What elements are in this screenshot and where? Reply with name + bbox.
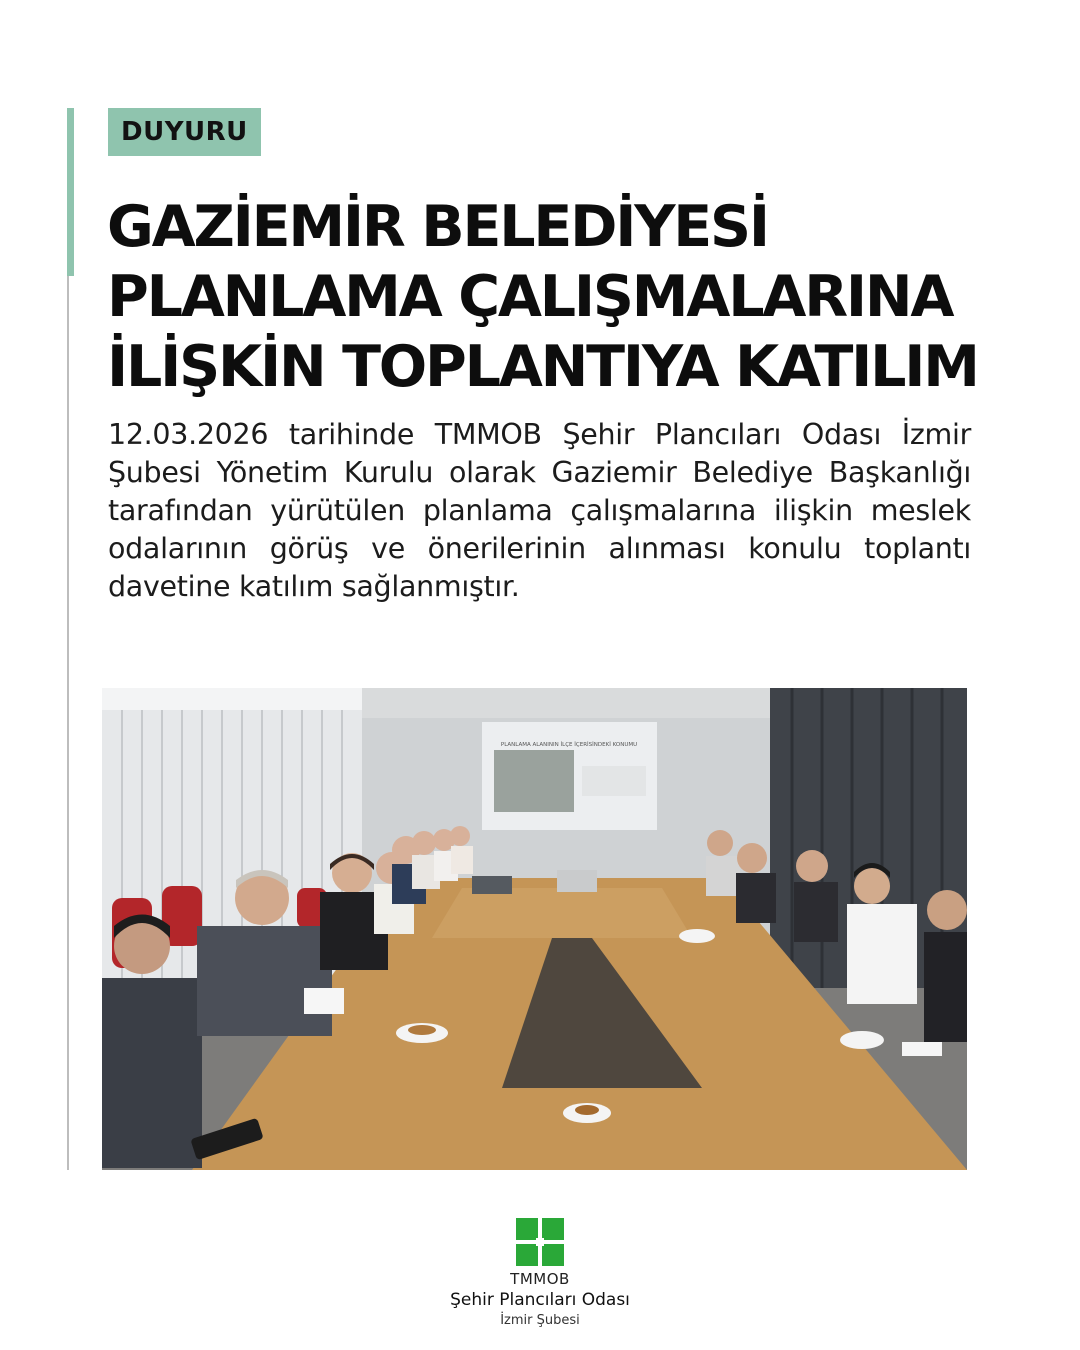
accent-bar [67, 108, 74, 276]
tmmob-logo-icon [516, 1218, 564, 1266]
logo-org-name: TMMOB [510, 1270, 570, 1288]
logo-branch-name: İzmir Şubesi [500, 1313, 580, 1328]
announcement-body: 12.03.2026 tarihinde TMMOB Şehir Plancıları Odası İzmir Şubesi Yönetim Kurulu olarak Gaziemir Belediye Başkanlığı tarafından yürütülen planlama çalışmalarına ilişkin meslek odalarının görüş ve önerilerinin alınması konulu toplantı davetine katılım sağlanmıştır. [108, 418, 971, 603]
page-title [107, 192, 1007, 402]
side-rule [67, 276, 69, 1170]
title-line-3: İLİŞKİN TOPLANTIYA KATILIM [107, 334, 978, 400]
meeting-photo [102, 688, 967, 1170]
announcement-badge: DUYURU [108, 108, 261, 156]
title-line-1: GAZİEMİR BELEDİYESİ [107, 194, 768, 260]
screen-caption: PLANLAMA ALANININ İLÇE İÇERİSİNDEKİ KONUMU [500, 742, 638, 748]
title-line-2: PLANLAMA ÇALIŞMALARINA [107, 264, 953, 330]
logo-chamber-name: Şehir Plancıları Odası [450, 1290, 630, 1310]
